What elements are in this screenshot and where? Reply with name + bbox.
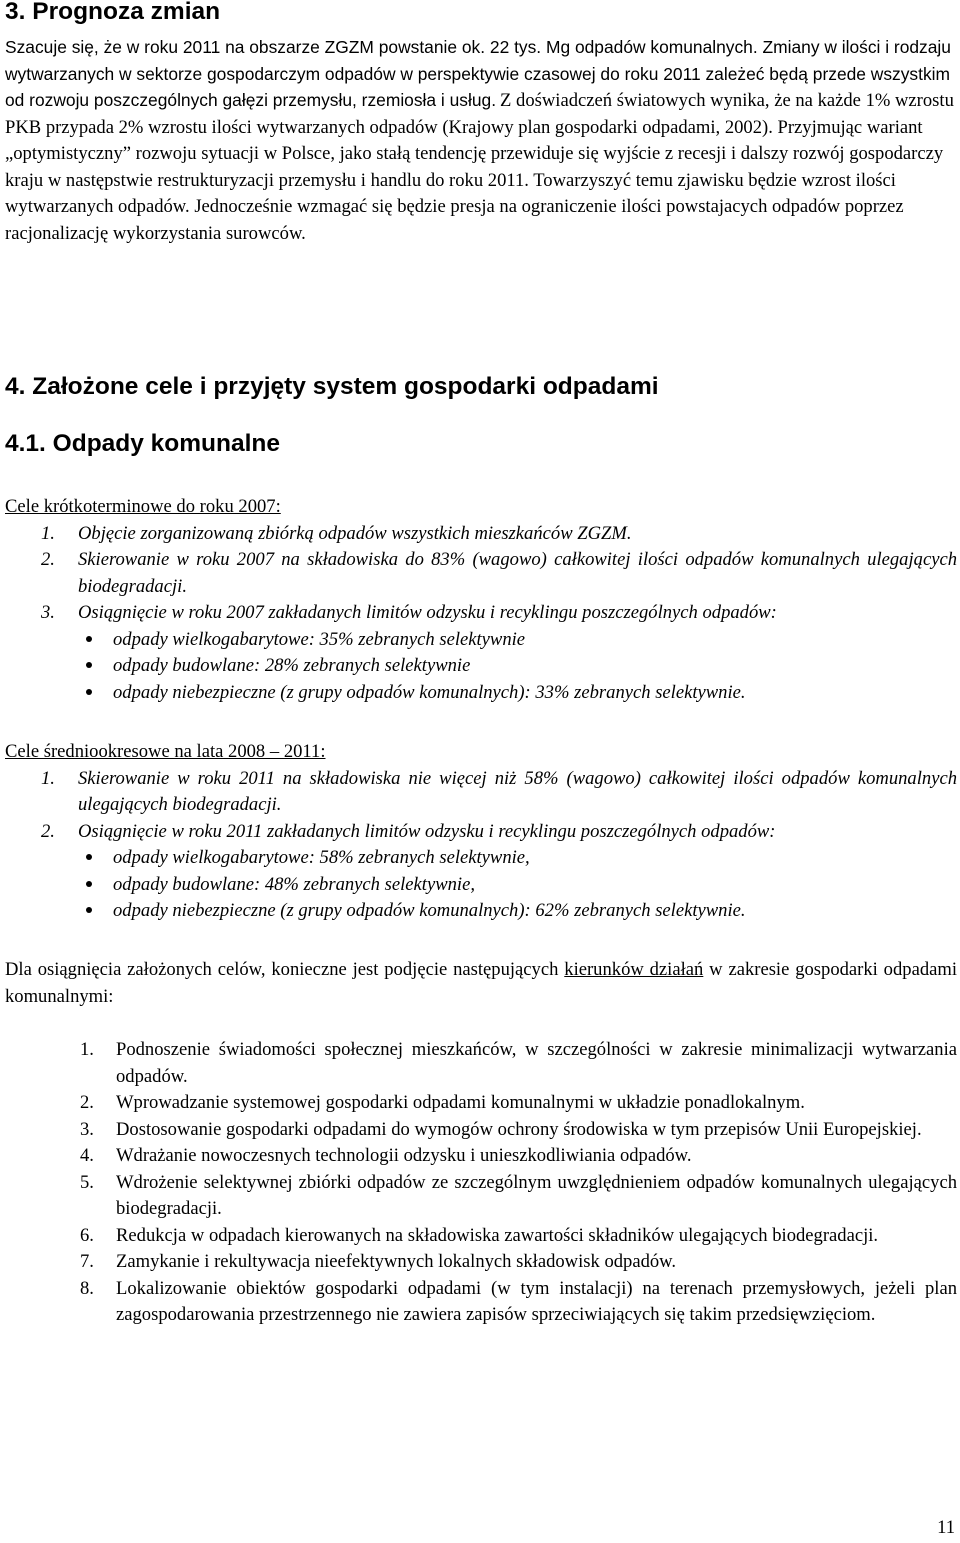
bullet-text: odpady wielkogabarytowe: 35% zebranych selektywnie: [113, 628, 526, 650]
bullet-item: [78, 627, 957, 654]
list-item: [5, 1117, 957, 1144]
directions-intro-link: kierunków działań: [564, 959, 704, 980]
list-text: Lokalizowanie obiektów gospodarki odpadami (w tym instalacji) na terenach przemysłowych, jeżeli plan zagospodarowania przestrzennego nie zawiera zapisów sprzeciwiających się takim przedsięwzięciom.: [116, 1277, 957, 1325]
bullet-icon: [78, 898, 113, 925]
directions-intro-before: Dla osiągnięcia założonych celów, konieczne jest podjęcie następujących: [5, 959, 565, 980]
list-text: Objęcie zorganizowaną zbiórką odpadów wszystkich mieszkańców ZGZM.: [78, 522, 632, 544]
bullet-text: odpady niebezpieczne (z grupy odpadów komunalnych): 33% zebranych selektywnie.: [113, 681, 746, 703]
list-item: [5, 600, 957, 627]
list-text: Dostosowanie gospodarki odpadami do wymogów ochrony środowiska w tym przepisów Unii Europejskiej.: [116, 1118, 922, 1140]
list-number: 1.: [41, 767, 55, 789]
list-number: 7.: [80, 1251, 94, 1272]
bullet-icon: [78, 872, 113, 899]
section-3-paragraph-serif: Z doświadczeń światowych wynika, że na każde 1% wzrostu PKB przypada 2% wzrostu ilości wytwarzanych odpadów (Krajowy plan gospodarki odpadami, 2002). Przyjmując wariant „optymistyczny” rozwoju sytuacji w Polsce, jako stałą tendencję przewiduje się wyjście z recesji i dalszy rozwój gospodarczy kraju w następstwie restrukturyzacji przemysłu i handlu do roku 2011. Towarzyszyć temu zjawisku będzie wzrost ilości wytwarzanych odpadów. Jednocześnie wzmagać się będzie presja na ograniczenie ilości powstajacych odpadów poprzez racjonalizację wykorzystania surowców.: [5, 90, 954, 244]
bullet-text: odpady niebezpieczne (z grupy odpadów komunalnych): 62% zebranych selektywnie.: [113, 900, 746, 921]
directions-section: [5, 957, 957, 1010]
list-item: [5, 1223, 957, 1250]
list-item: [5, 819, 957, 846]
page-number: 11: [937, 1517, 955, 1538]
section-3-paragraph-sans: Szacuje się, że w roku 2011 na obszarze ZGZM powstanie ok. 22 tys. Mg odpadów komunalnych. Zmiany w ilości i rodzaju wytwarzanych w sektorze gospodarczym odpadów w perspektywie czasowej do roku 2011 zależeć będą przede wszystkim od rozwoju poszczególnych gałęzi przemysłu, rzemiosła i usług.: [5, 37, 951, 110]
list-number: 5.: [80, 1171, 94, 1193]
list-item: [5, 1143, 957, 1170]
list-item: [5, 1037, 957, 1090]
bullet-text: odpady budowlane: 48% zebranych selektywnie,: [113, 873, 475, 895]
bullet-item: [78, 872, 957, 899]
list-text: Wdrażanie nowoczesnych technologii odzysku i unieszkodliwiania odpadów.: [116, 1145, 692, 1166]
list-item: [5, 1090, 957, 1117]
mid-term-list: [5, 766, 957, 846]
bullet-icon: [78, 680, 113, 707]
directions-list-wrap: [5, 1037, 957, 1329]
list-text: Osiągnięcie w roku 2007 zakładanych limitów odzysku i recyklingu poszczególnych odpadów:: [78, 602, 777, 623]
list-number: 2.: [41, 549, 55, 570]
list-number: 3.: [41, 602, 55, 623]
bullet-item: [78, 845, 957, 872]
bullet-item: [78, 680, 957, 707]
list-number: 2.: [80, 1092, 94, 1113]
list-number: 4.: [80, 1145, 94, 1166]
section-3-heading: 3. Prognoza zmian: [5, 0, 221, 25]
list-number: 1.: [80, 1039, 94, 1060]
mid-term-title: Cele średniookresowe na lata 2008 – 2011:: [5, 741, 326, 762]
section-4-heading: 4. Założone cele i przyjęty system gospodarki odpadami: [5, 373, 659, 400]
short-term-list: [5, 521, 957, 627]
list-text: Osiągnięcie w roku 2011 zakładanych limitów odzysku i recyklingu poszczególnych odpadów:: [78, 820, 776, 842]
list-text: Wdrożenie selektywnej zbiórki odpadów ze szczególnym uwzględnieniem odpadów komunalnych ulegających biodegradacji.: [116, 1171, 957, 1219]
list-text: Wprowadzanie systemowej gospodarki odpadami komunalnymi w układzie ponadlokalnym.: [116, 1092, 805, 1113]
bullet-icon: [78, 845, 113, 872]
bullet-item: [78, 653, 957, 680]
bullet-item: [78, 898, 957, 925]
list-number: 6.: [80, 1224, 94, 1246]
bullet-icon: [78, 653, 113, 680]
list-item: [5, 766, 957, 819]
list-number: 3.: [80, 1118, 94, 1140]
section-3-body: [5, 34, 957, 247]
section-4-1-heading: 4.1. Odpady komunalne: [5, 430, 281, 457]
list-text: Redukcja w odpadach kierowanych na składowiska zawartości składników ulegających biodegradacji.: [116, 1224, 879, 1246]
directions-list: [5, 1037, 957, 1329]
directions-intro-after: w zakresie gospodarki odpadami komunalnymi:: [5, 959, 958, 1007]
bullet-text: odpady wielkogabarytowe: 58% zebranych selektywnie,: [113, 847, 530, 868]
list-text: Zamykanie i rekultywacja nieefektywnych lokalnych składowisk odpadów.: [116, 1251, 677, 1272]
list-number: 2.: [41, 820, 55, 842]
list-number: 1.: [41, 522, 55, 544]
short-term-goals: [5, 494, 957, 706]
bullet-icon: [78, 627, 113, 654]
list-text: Skierowanie w roku 2011 na składowiska nie więcej niż 58% (wagowo) całkowitej ilości odpadów komunalnych ulegających biodegradacji.: [78, 767, 957, 815]
list-item: [5, 1276, 957, 1329]
bullet-text: odpady budowlane: 28% zebranych selektywnie: [113, 655, 471, 676]
list-text: Skierowanie w roku 2007 na składowiska do 83% (wagowo) całkowitej ilości odpadów komunalnych ulegających biodegradacji.: [78, 549, 957, 597]
short-term-bullets: [5, 627, 957, 707]
short-term-title: Cele krótkoterminowe do roku 2007:: [5, 496, 281, 517]
list-number: 8.: [80, 1277, 94, 1299]
list-item: [5, 1170, 957, 1223]
mid-term-goals: [5, 739, 957, 925]
mid-term-bullets: [5, 845, 957, 925]
directions-intro: [5, 957, 957, 1010]
list-text: Podnoszenie świadomości społecznej mieszkańców, w szczególności w zakresie minimalizacji wytwarzania odpadów.: [116, 1039, 957, 1087]
list-item: [5, 1249, 957, 1276]
list-item: [5, 521, 957, 548]
list-item: [5, 547, 957, 600]
